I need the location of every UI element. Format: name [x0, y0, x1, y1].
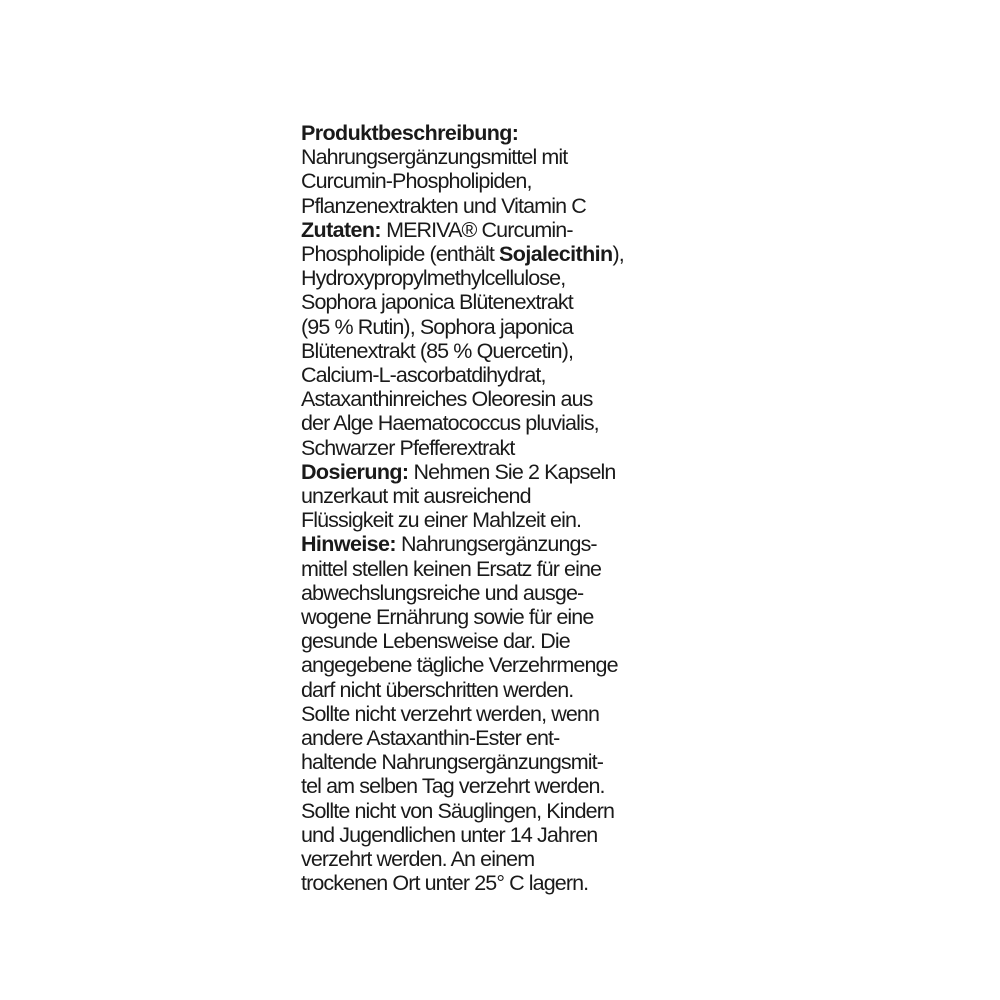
ingredients-line: Astaxanthinreiches Oleoresin aus: [301, 387, 593, 412]
ingredients-line: Schwarzer Pfefferextrakt: [301, 435, 515, 460]
notes-line-rest: Nahrungsergänzungs-: [395, 532, 597, 557]
product-description-heading: Produktbeschreibung:: [301, 121, 519, 145]
product-description-line: Nahrungsergänzungsmittel mit: [301, 145, 568, 170]
product-description-line: Curcumin-Phospholipiden,: [301, 169, 532, 194]
ingredients-second-line: [301, 242, 701, 266]
notes-line: abwechslungsreiche und ausge-: [301, 580, 584, 605]
notes-line: haltende Nahrungsergänzungsmit-: [301, 750, 603, 775]
ingredients-line: Blütenextrakt (85 % Quercetin),: [301, 338, 574, 363]
allergen-soy-lecithin: Sojalecithin: [499, 242, 613, 267]
notes-line: Sollte nicht verzehrt werden, wenn: [301, 701, 600, 726]
notes-heading: Hinweise:: [301, 532, 396, 557]
ingredients-line-post: ),: [612, 242, 624, 267]
ingredients-line: der Alge Haematococcus pluvialis,: [301, 411, 599, 436]
notes-line: gesunde Lebensweise dar. Die: [301, 629, 570, 654]
dosage-heading: Dosierung:: [301, 459, 409, 484]
ingredients-line-rest: MERIVA® Curcumin-: [381, 217, 573, 242]
notes-line: mittel stellen keinen Ersatz für eine: [301, 556, 602, 581]
dosage-line: unzerkaut mit ausreichend: [301, 484, 531, 509]
dosage-line: Flüssigkeit zu einer Mahlzeit ein.: [301, 508, 582, 533]
product-label-text: [301, 121, 701, 896]
notes-line: trockenen Ort unter 25° C lagern.: [301, 871, 589, 896]
dosage-line-rest: Nehmen Sie 2 Kapseln: [408, 459, 616, 484]
notes-line: angegebene tägliche Verzehrmenge: [301, 653, 618, 678]
ingredients-line: Hydroxypropylmethylcellulose,: [301, 266, 566, 291]
notes-line: andere Astaxanthin-Ester ent-: [301, 726, 560, 751]
notes-line: verzehrt werden. An einem: [301, 847, 535, 872]
notes-line: Sollte nicht von Säuglingen, Kindern: [301, 798, 615, 823]
notes-line: tel am selben Tag verzehrt werden.: [301, 774, 605, 799]
dosage-first-line: [301, 460, 701, 484]
notes-first-line: [301, 532, 701, 556]
ingredients-heading: Zutaten:: [301, 217, 381, 242]
product-description-line: Pflanzenextrakten und Vitamin C: [301, 193, 586, 218]
ingredients-line: Sophora japonica Blütenextrakt: [301, 290, 573, 315]
notes-line: darf nicht überschritten werden.: [301, 677, 574, 702]
ingredients-first-line: [301, 218, 701, 242]
ingredients-line: (95 % Rutin), Sophora japonica: [301, 314, 573, 339]
ingredients-line: Calcium-L-ascorbatdihydrat,: [301, 363, 546, 388]
ingredients-line-pre: Phospholipide (enthält: [301, 242, 500, 267]
notes-line: und Jugendlichen unter 14 Jahren: [301, 822, 598, 847]
notes-line: wogene Ernährung sowie für eine: [301, 605, 594, 630]
